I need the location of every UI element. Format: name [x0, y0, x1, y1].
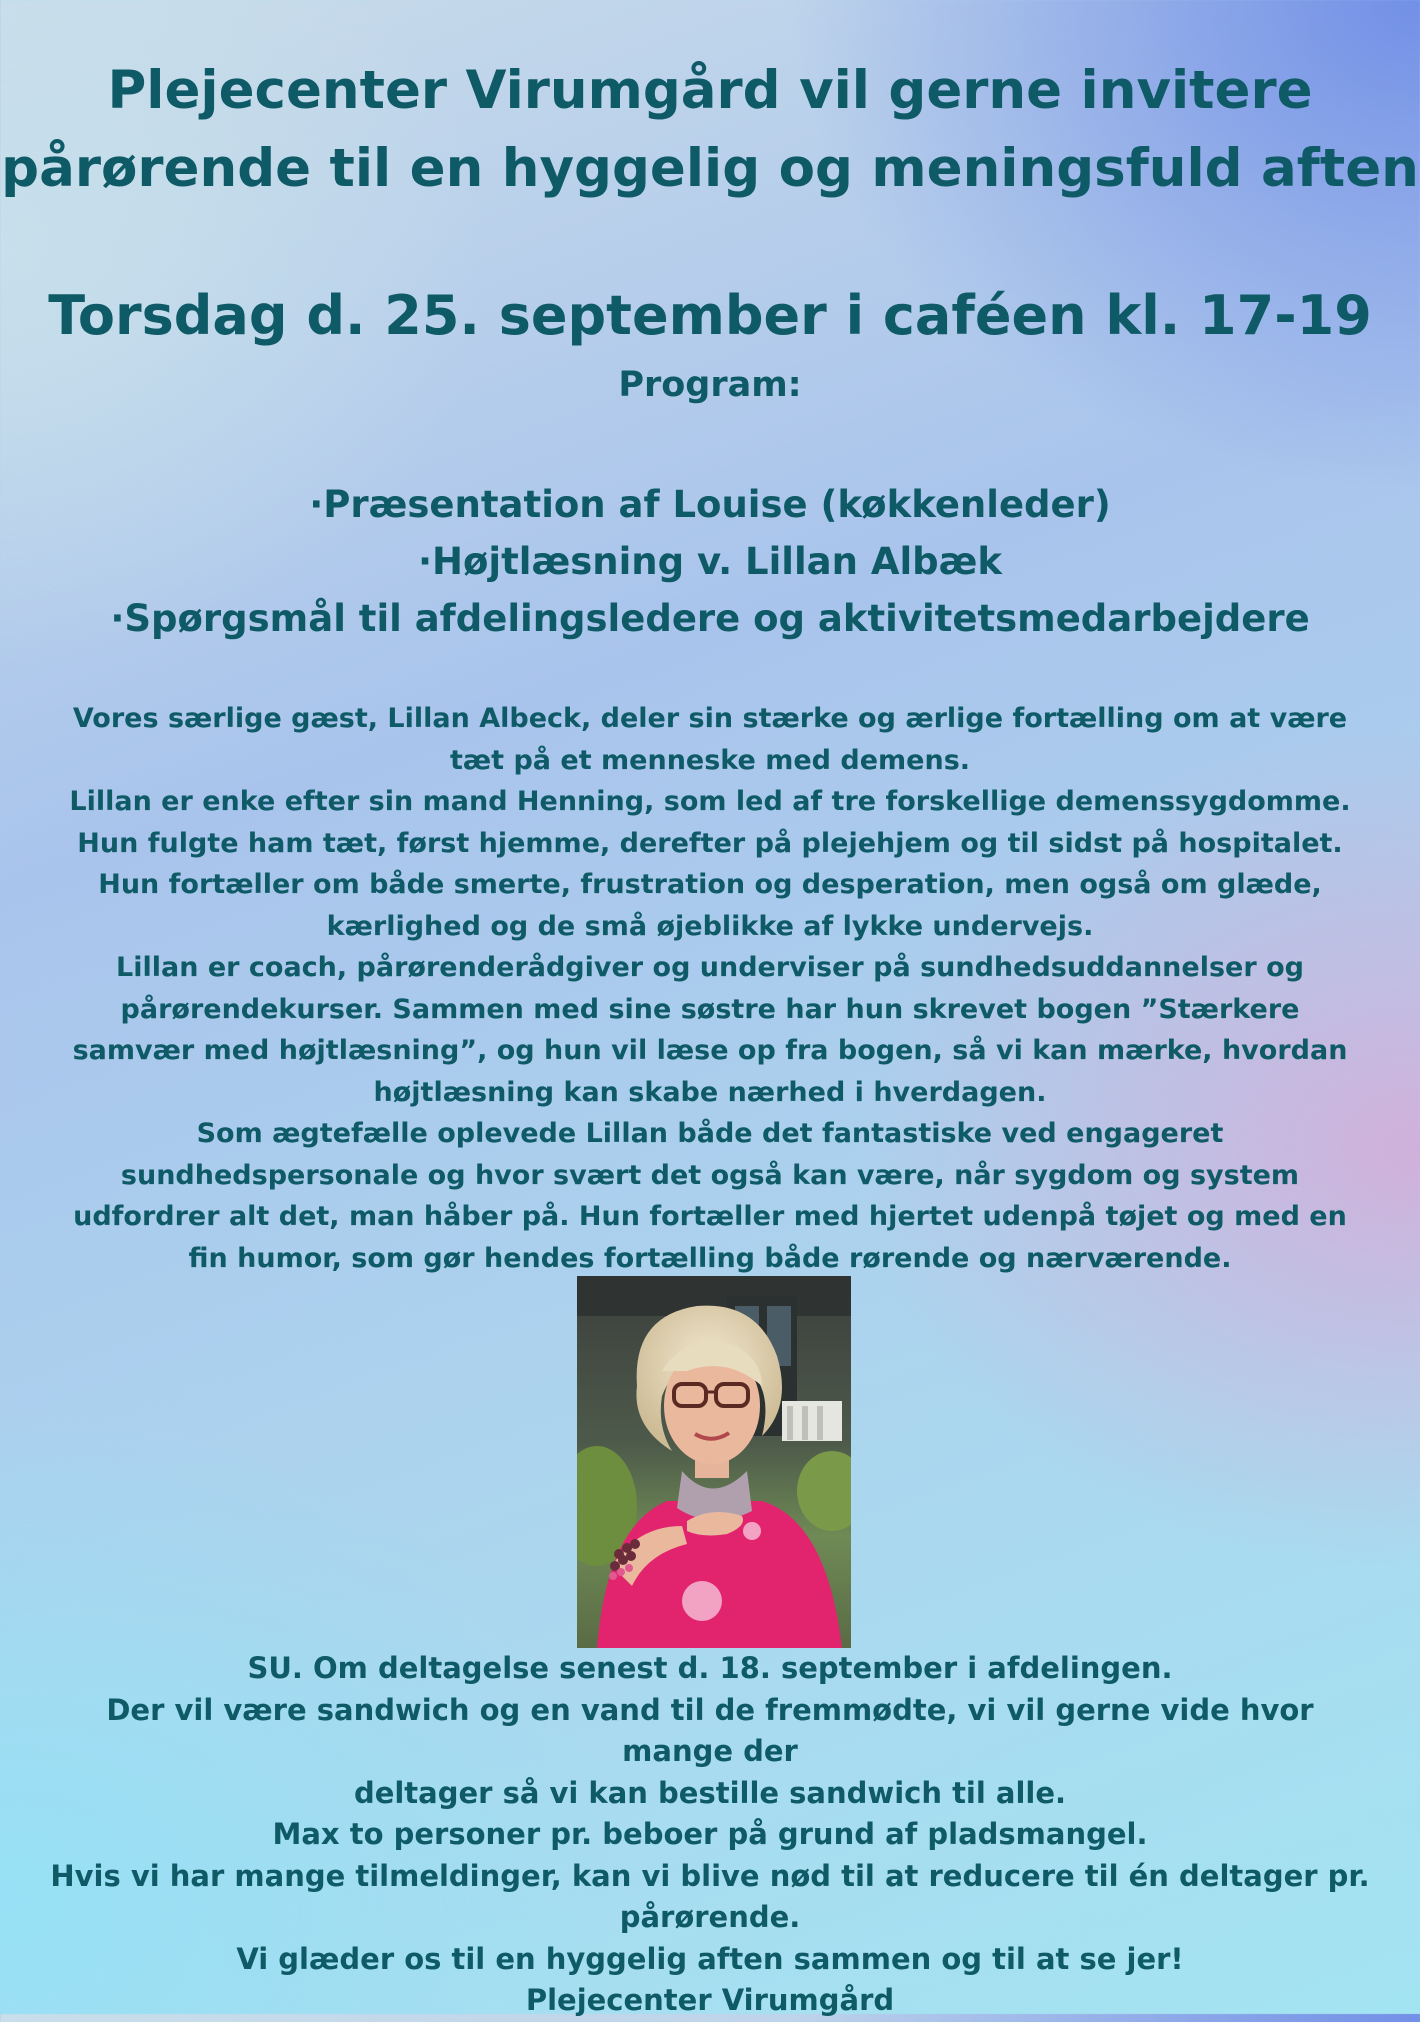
story-line: Lillan er coach, pårørenderådgiver og underviser på sundhedsuddannelser og [116, 952, 1304, 983]
story-line: sundhedspersonale og hvor svært det også kan være, når sygdom og system [120, 1159, 1300, 1191]
rsvp-info [50, 1648, 1370, 2022]
program-item: ·Præsentation af Louise (køkkenleder) [309, 483, 1111, 526]
story-line: Hun fortæller om både smerte, frustration og desperation, men også om glæde, [98, 869, 1322, 900]
event-date: Torsdag d. 25. september i caféen kl. 17-19 [48, 284, 1372, 347]
story-line: Hun fulgte ham tæt, først hjemme, derefter på plejehjem og til sidst på hospitalet. [77, 827, 1343, 859]
heading-line-1: Plejecenter Virumgård vil gerne invitere [107, 60, 1313, 121]
story-line: Som ægtefælle oplevede Lillan både det fantastiske ved engageret [196, 1118, 1224, 1149]
story-line: højtlæsning kan skabe nærhed i hverdagen. [373, 1076, 1047, 1108]
program-list [0, 476, 1420, 647]
footer-line: Vi glæder os til en hyggelig aften sammen og til at se jer! [236, 1941, 1184, 1976]
story-line: samvær med højtlæsning”, og hun vil læse op fra bogen, så vi kan mærke, hvordan [72, 1035, 1348, 1066]
footer-line: pårørende. [619, 1900, 801, 1934]
heading-line-2: pårørende til en hyggelig og meningsfuld aften [1, 138, 1419, 199]
invitation-heading [0, 52, 1420, 208]
story-line: udfordrer alt det, man håber på. Hun fortæller med hjertet udenpå tøjet og med en [73, 1201, 1347, 1232]
footer-line: SU. Om deltagelse senest d. 18. september i afdelingen. [247, 1651, 1173, 1685]
story-line: fin humor, som gør hendes fortælling både rørende og nærværende. [188, 1242, 1232, 1274]
story-line: kærlighed og de små øjeblikke af lykke undervejs. [326, 910, 1094, 942]
footer-line: Hvis vi har mange tilmeldinger, kan vi blive nød til at reducere til én deltager pr. [50, 1858, 1370, 1893]
story-line: tæt på et menneske med demens. [449, 744, 971, 776]
story-line: Lillan er enke efter sin mand Henning, som led af tre forskellige demenssygdomme. [69, 786, 1351, 817]
footer-line: Plejecenter Virumgård [525, 1983, 895, 2017]
guest-portrait-photo [577, 1276, 851, 1648]
program-item: ·Højtlæsning v. Lillan Albæk [417, 540, 1003, 583]
story-line: Vores særlige gæst, Lillan Albeck, deler sin stærke og ærlige fortælling om at være [72, 703, 1348, 734]
footer-line: Max to personer pr. beboer på grund af pladsmangel. [272, 1817, 1148, 1851]
program-item: ·Spørgsmål til afdelingsledere og aktivitetsmedarbejdere [110, 597, 1310, 640]
footer-line: deltager så vi kan bestille sandwich til alle. [353, 1775, 1067, 1810]
story-line: pårørendekurser. Sammen med sine søstre har hun skrevet bogen ”Stærkere [120, 993, 1300, 1025]
footer-line: Der vil være sandwich og en vand til de fremmødte, vi vil gerne vide hvor mange der [106, 1692, 1314, 1768]
guest-story [60, 698, 1360, 1279]
program-label: Program: [618, 365, 802, 405]
